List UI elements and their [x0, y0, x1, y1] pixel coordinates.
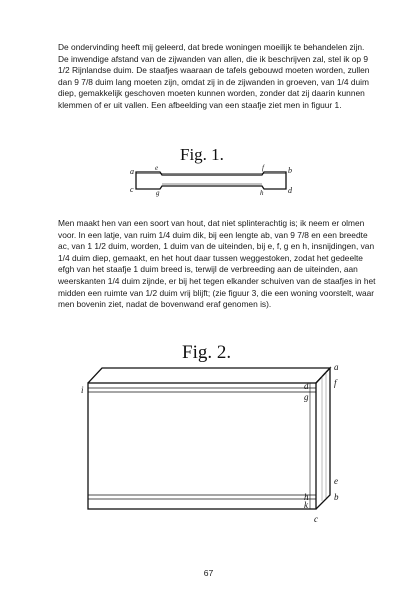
label-i: i — [81, 385, 84, 395]
figure-2 — [82, 336, 358, 526]
figure-2-drawing — [82, 336, 358, 526]
box-top-face — [88, 368, 330, 383]
label-f: f — [262, 164, 264, 172]
label-b: b — [334, 492, 339, 502]
label-e: e — [155, 164, 159, 172]
figure-1-caption: Fig. 1. — [180, 145, 224, 164]
label-d: d — [288, 186, 292, 195]
label-a: a — [334, 362, 339, 372]
label-f: f — [334, 378, 337, 388]
figure-2-caption: Fig. 2. — [182, 342, 232, 363]
stick-outline — [136, 172, 286, 189]
label-g: g — [156, 189, 160, 197]
label-e: e — [334, 476, 338, 486]
paragraph-1: De ondervinding heeft mij geleerd, dat brede woningen moeilijk te behandelen zijn. De inwendige afstand van de zijwanden van allen, die ik beschrijven zal, stel ik op 9 1/2 Rijnlandse duim. De staafjes waaraan de tafels gebouwd moeten worden, zullen dan 9 7/8 duim lang moeten zijn, omdat zij in de zijwanden in groeven, van 1/4 duim diep, gemakkelijk geschoven moeten kunnen worden, zonder dat zij daarin kunnen klemmen of er uit vallen. Een afbeelding van een staafje ziet men in figuur 1. — [58, 42, 370, 110]
page-number: 67 — [203, 568, 214, 578]
label-a: a — [130, 167, 134, 176]
label-h: h — [260, 189, 264, 197]
figure-1 — [126, 142, 296, 204]
label-c: c — [314, 514, 318, 524]
paragraph-2: Men maakt hen van een soort van hout, dat niet splinterachtig is; ik neem er olmen voor. In een latje, van ruim 1/4 duim dik, bij een lengte ab, van 9 7/8 en een breedte ac, van 1 1/2 duim, worden, 1 duim van de uiteinden, bij e, f, g en h, insnijdingen, van 1/4 duim diep, gemaakt, en het hout daar tussen weggestoken, zodat het gedeelte efgh van het staafje 1 duim breed is, terwijl de verbreeding aan de uiteinden, aan weerskanten 1/4 duim zijnde, er bij het tegen elkander schuiven van de staafjes in het midden een ruimte van 1/2 duim vrij blijft; (zie figuur 3, die een woning voorstelt, waar men bovenin ziet, nadat de bovenwand eraf genomen is). — [58, 218, 376, 310]
box-front-face — [88, 383, 316, 509]
box-side-face — [316, 368, 330, 509]
label-c: c — [130, 185, 134, 194]
label-d: d — [304, 381, 309, 391]
label-h: h — [304, 492, 309, 502]
label-g: g — [304, 392, 309, 402]
label-b: b — [288, 166, 292, 175]
figure-1-drawing — [126, 142, 296, 204]
label-k: k — [304, 500, 308, 510]
